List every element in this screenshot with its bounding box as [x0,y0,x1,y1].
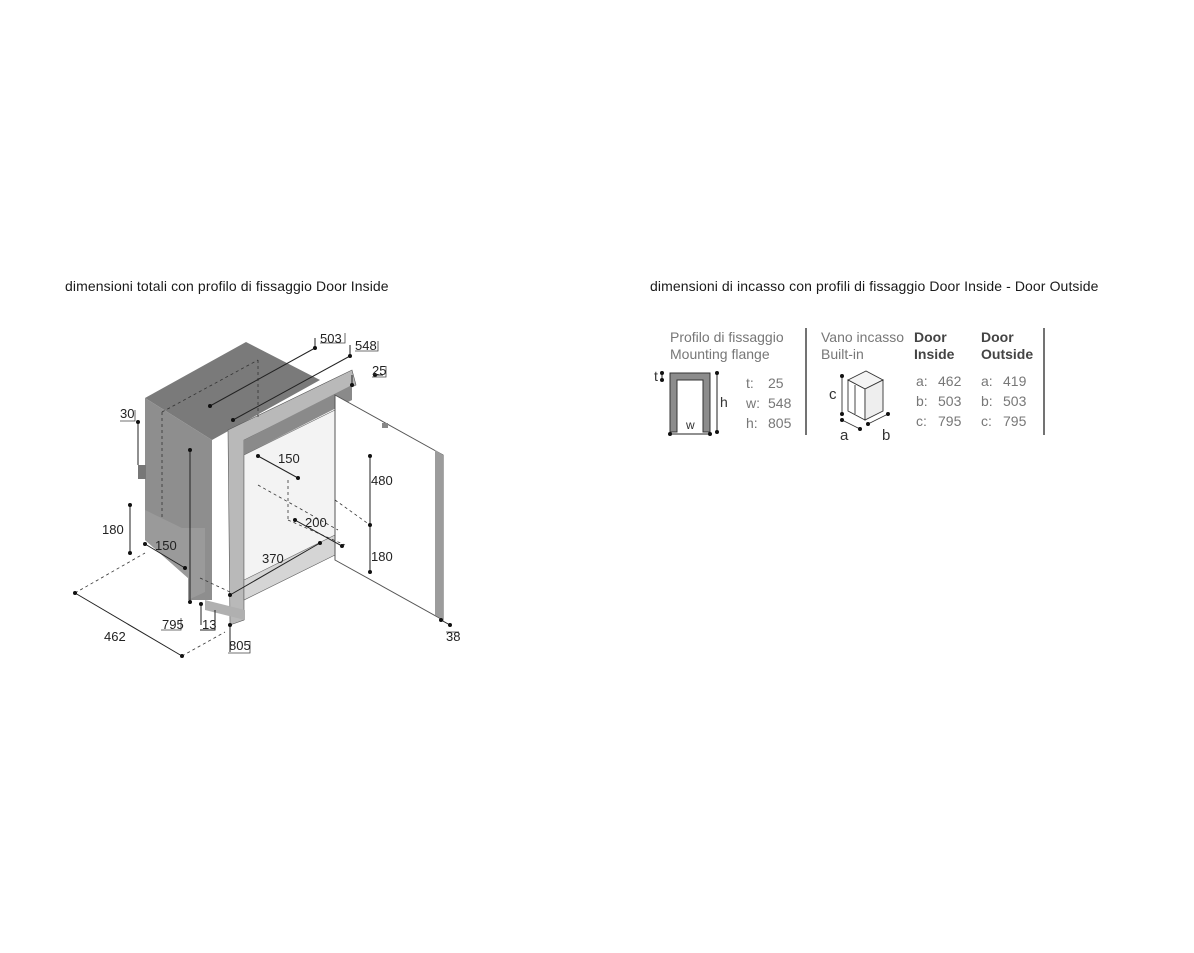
door-inside-key-b: b: [916,393,928,409]
flange-label-w: w [686,418,695,432]
dim-795: 795 [162,617,184,632]
dim-25: 25 [372,363,387,378]
door-outside-val-a: 419 [1003,373,1027,389]
dim-503: 503 [320,331,342,346]
flange-val-w: 548 [768,395,792,411]
dim-13: 13 [202,617,217,632]
door-inside-val-b: 503 [938,393,962,409]
dim-38: 38 [446,629,461,644]
door-outside-key-b: b: [981,393,993,409]
dim-150-top: 150 [278,451,300,466]
door-outside-val-c: 795 [1003,413,1027,429]
flange-profile [654,368,728,436]
spec-table [654,328,1044,444]
door-inside-key-a: a: [916,373,928,389]
door-inside-title-1: Door [914,329,947,345]
flange-title-en: Mounting flange [670,346,770,362]
flange-label-t: t [654,368,658,384]
caption-right: dimensioni di incasso con profili di fissaggio Door Inside - Door Outside [650,278,1099,294]
door-outside-key-a: a: [981,373,993,389]
side-knob [138,465,146,479]
builtin-title-it: Vano incasso [821,329,905,345]
flange-title-it: Profilo di fissaggio [670,329,784,345]
flange-val-t: 25 [768,375,784,391]
dim-180-right: 180 [371,549,393,564]
door-handle [382,423,388,428]
door-outside-key-c: c: [981,413,992,429]
flange-val-h: 805 [768,415,792,431]
builtin-box-icon [842,371,888,429]
dim-462: 462 [104,629,126,644]
door-outside-title-1: Door [981,329,1014,345]
flange-key-w: w: [746,395,760,411]
door-edge [435,450,443,620]
dim-200: 200 [305,515,327,530]
builtin-label-b: b [882,427,891,444]
open-door [335,395,443,620]
dim-180-left: 180 [102,522,124,537]
caption-left: dimensioni totali con profilo di fissaggio Door Inside [65,278,389,294]
dim-480: 480 [371,473,393,488]
door-inside-val-a: 462 [938,373,962,389]
dim-370: 370 [262,551,284,566]
door-inside-val-c: 795 [938,413,962,429]
door-inside-key-c: c: [916,413,927,429]
dim-805: 805 [229,638,251,653]
door-outside-title-2: Outside [981,346,1034,362]
door-outside-val-b: 503 [1003,393,1027,409]
builtin-label-c: c [829,386,837,403]
flange-key-t: t: [746,375,754,391]
flange-key-h: h: [746,415,758,431]
fridge-drawing [73,331,460,658]
flange-label-h: h [720,394,728,410]
dim-150-left: 150 [155,538,177,553]
door-inside-title-2: Inside [914,346,955,362]
dim-30: 30 [120,406,135,421]
dim-548: 548 [355,338,377,353]
builtin-label-a: a [840,427,849,444]
builtin-title-en: Built-in [821,346,864,362]
